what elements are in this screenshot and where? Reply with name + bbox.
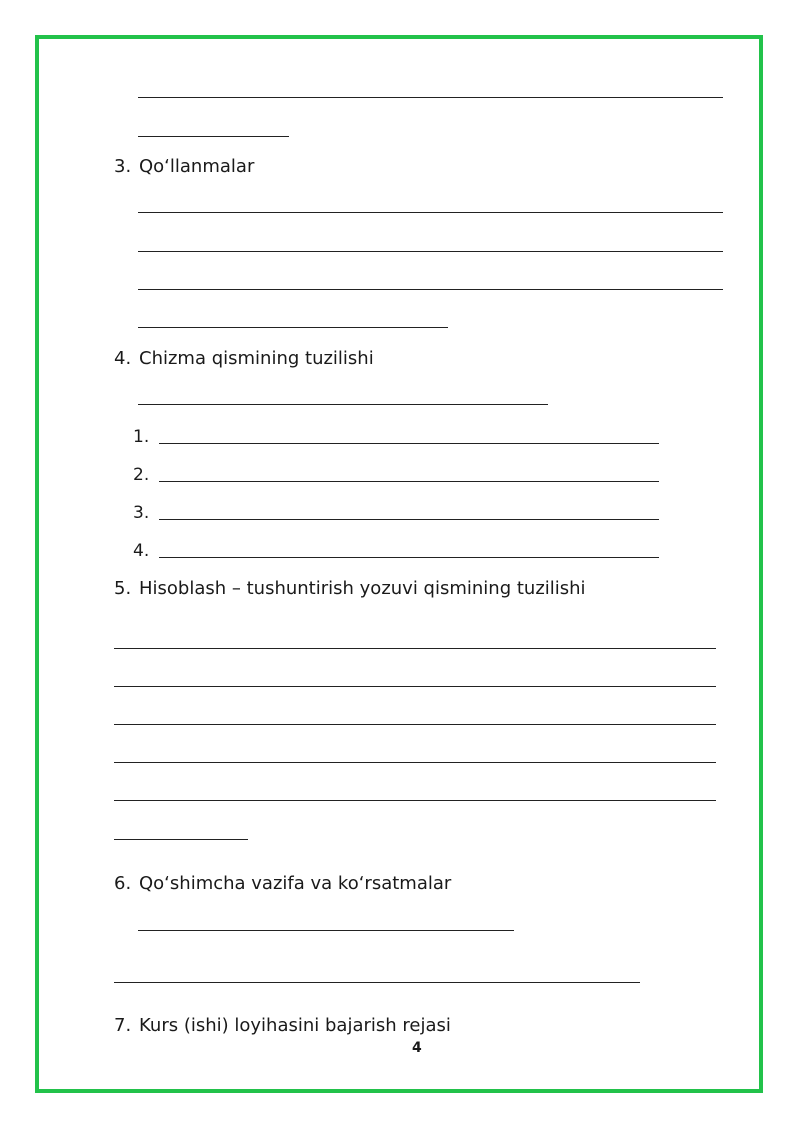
- section-4-title: Chizma qismining tuzilishi: [139, 348, 374, 369]
- fill-line[interactable]: [114, 982, 640, 983]
- fill-line[interactable]: [159, 557, 659, 558]
- fill-line[interactable]: [114, 648, 716, 649]
- fill-line[interactable]: [138, 251, 723, 252]
- fill-line[interactable]: [159, 443, 659, 444]
- sub-item-number: 2.: [133, 465, 150, 485]
- fill-line[interactable]: [138, 930, 514, 931]
- fill-line[interactable]: [114, 800, 716, 801]
- fill-line[interactable]: [114, 762, 716, 763]
- section-6-title: Qo‘shimcha vazifa va ko‘rsatmalar: [139, 873, 452, 894]
- fill-line[interactable]: [159, 481, 659, 482]
- fill-line[interactable]: [138, 289, 723, 290]
- fill-line[interactable]: [114, 839, 248, 840]
- fill-line[interactable]: [114, 686, 716, 687]
- sub-item-number: 1.: [133, 427, 150, 447]
- section-5-title: Hisoblash – tushuntirish yozuvi qismining tuzilishi: [139, 578, 586, 599]
- fill-line[interactable]: [138, 404, 548, 405]
- sub-item-number: 4.: [133, 541, 150, 561]
- section-5-number: 5.: [114, 578, 132, 599]
- section-7-number: 7.: [114, 1015, 132, 1036]
- page-number: 4: [412, 1040, 422, 1056]
- fill-line[interactable]: [138, 97, 723, 98]
- sub-item-number: 3.: [133, 503, 150, 523]
- section-7-title: Kurs (ishi) loyihasini bajarish rejasi: [139, 1015, 451, 1036]
- section-3-title: Qo‘llanmalar: [139, 156, 255, 177]
- fill-line[interactable]: [138, 212, 723, 213]
- page-border: [35, 35, 763, 1093]
- fill-line[interactable]: [114, 724, 716, 725]
- fill-line[interactable]: [138, 327, 448, 328]
- fill-line[interactable]: [159, 519, 659, 520]
- section-4-number: 4.: [114, 348, 132, 369]
- fill-line[interactable]: [138, 136, 289, 137]
- section-6-number: 6.: [114, 873, 132, 894]
- section-3-number: 3.: [114, 156, 132, 177]
